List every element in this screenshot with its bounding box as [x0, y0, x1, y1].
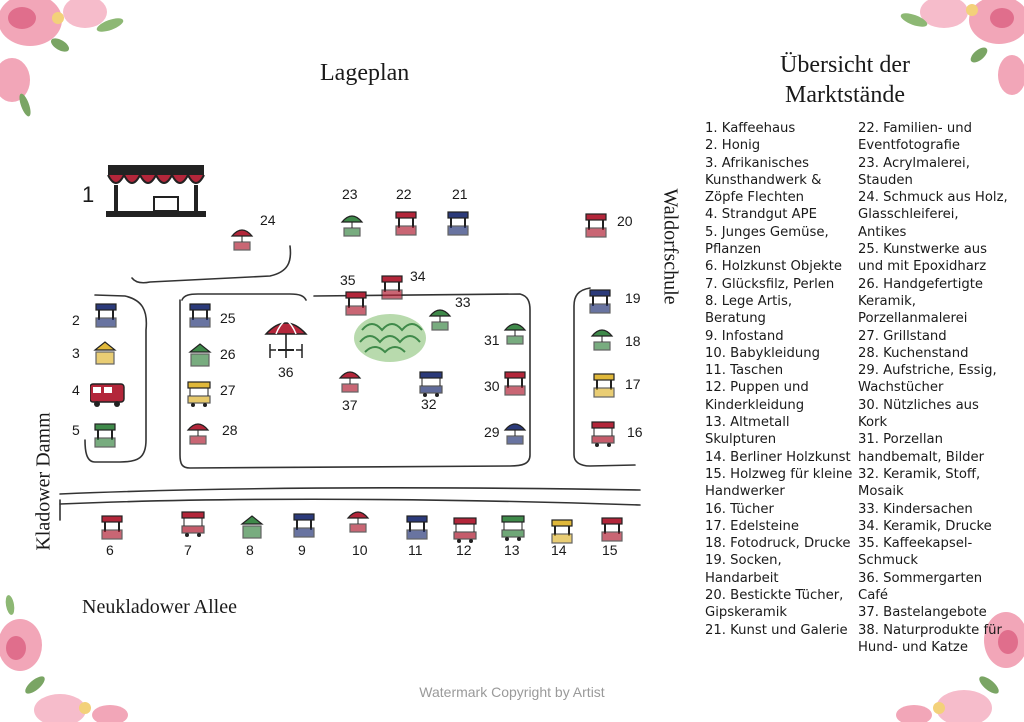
- legend-entry: 18. Fotodruck, Drucke: [705, 536, 851, 552]
- legend-entry: 12. Puppen und Kinderkleidung: [705, 380, 809, 413]
- stall-number-10: 10: [352, 542, 368, 558]
- legend-entry: 6. Holzkunst Objekte: [705, 259, 842, 275]
- legend-entry: 37. Bastelangebote: [858, 605, 987, 621]
- legend-entry: 19. Socken, Handarbeit: [705, 553, 782, 586]
- legend-entry: 25. Kunstwerke aus und mit Epoxidharz: [858, 242, 988, 275]
- legend-entry: 36. Sommergarten Café: [858, 570, 983, 604]
- legend-title-line1: Übersicht der: [780, 52, 910, 78]
- legend-column-1: [705, 120, 855, 639]
- legend-entry: 22. Familien- und Eventfotografie: [858, 121, 972, 154]
- stall-icon-6: [100, 514, 126, 542]
- stall-number-5: 5: [72, 422, 80, 438]
- street-edge-upper: [60, 488, 640, 494]
- stall-number-12: 12: [456, 542, 472, 558]
- legend-entry: 16. Tücher: [705, 501, 774, 517]
- legend-entry: 23. Acrylmalerei, Stauden: [858, 155, 970, 188]
- stall-number-13: 13: [504, 542, 520, 558]
- stall-icon-9: [292, 512, 318, 540]
- legend-entry: 3. Afrikanisches Kunsthandwerk & Zöpfe Flechten: [705, 155, 822, 206]
- legend-entry: 15. Holzweg für kleine Handwerker: [705, 466, 853, 500]
- stall-number-25: 25: [220, 310, 236, 326]
- legend-entry: 35. Kaffeekapsel-Schmuck: [858, 536, 973, 569]
- stall-number-31: 31: [484, 332, 500, 348]
- map-title: Lageplan: [320, 60, 410, 86]
- stall-icon-22: [394, 210, 420, 238]
- stall-number-6: 6: [106, 542, 114, 558]
- stall-number-9: 9: [298, 542, 306, 558]
- stall-icon-37: [338, 368, 364, 396]
- legend-entry: 13. Altmetall Skulpturen: [705, 415, 790, 448]
- stall-number-20: 20: [617, 213, 633, 229]
- stall-number-7: 7: [184, 542, 192, 558]
- street-label-kladower-damm: Kladower Damm: [32, 412, 55, 551]
- stall-number-34: 34: [410, 268, 426, 284]
- legend-entry: 1. Kaffeehaus: [705, 121, 796, 136]
- legend-entry: 24. Schmuck aus Holz, Glasschleiferei, Antikes: [858, 190, 1008, 240]
- stall-icon-10: [346, 508, 372, 536]
- umbrella-table-icon: [266, 320, 306, 358]
- stall-icon-35: [344, 290, 370, 318]
- stall-icon-7: [180, 510, 206, 538]
- stall-number-3: 3: [72, 345, 80, 361]
- stall-icon-19: [588, 288, 614, 316]
- stall-number-17: 17: [625, 376, 641, 392]
- legend-entry: 38. Naturprodukte für Hund- und Katze: [858, 622, 1002, 655]
- legend-entry: 14. Berliner Holzkunst: [705, 449, 851, 465]
- stall-number-16: 16: [627, 424, 643, 440]
- stall-icon-21: [446, 210, 472, 238]
- watermark: Watermark Copyright by Artist: [419, 684, 605, 700]
- stall-icon-15: [600, 516, 626, 544]
- stall-number-23: 23: [342, 186, 358, 202]
- legend-title: [760, 50, 930, 110]
- legend-entry: 29. Aufstriche, Essig, Wachstücher: [858, 363, 997, 396]
- stall-icon-29: [503, 420, 529, 448]
- stall-icon-33: [428, 306, 454, 334]
- legend-entry: 9. Infostand: [705, 328, 784, 344]
- stall-icon-34: [380, 274, 406, 302]
- stall-number-1: 1: [82, 182, 95, 207]
- stall-icon-28: [186, 420, 212, 448]
- stall-icon-12: [452, 516, 478, 544]
- stall-number-27: 27: [220, 382, 236, 398]
- legend-entry: 33. Kindersachen: [858, 501, 973, 517]
- stall-icon-27: [186, 380, 212, 408]
- stall-number-11: 11: [408, 542, 423, 558]
- stall-icon-20: [584, 212, 610, 240]
- stall-number-4: 4: [72, 382, 80, 398]
- stall-icon-32: [418, 370, 444, 398]
- stall-number-8: 8: [246, 542, 254, 558]
- stall-number-15: 15: [602, 542, 618, 558]
- legend-entry: 20. Bestickte Tücher, Gipskeramik: [705, 588, 844, 621]
- stall-number-37: 37: [342, 397, 358, 413]
- legend-entry: 11. Taschen: [705, 363, 784, 379]
- stall-icon-31: [503, 320, 529, 348]
- stall-number-19: 19: [625, 290, 641, 306]
- coffee-house-icon: [106, 165, 206, 217]
- stall-number-22: 22: [396, 186, 412, 202]
- legend-entry: 27. Grillstand: [858, 328, 947, 344]
- stall-icon-2: [94, 302, 120, 330]
- legend-entry: 26. Handgefertigte Keramik, Porzellanmalerei: [858, 276, 984, 327]
- street-edge-lower: [60, 499, 640, 505]
- stall-icon-18: [590, 326, 616, 354]
- legend-entry: 10. Babykleidung: [705, 345, 821, 361]
- stall-number-29: 29: [484, 424, 500, 440]
- legend-entry: 4. Strandgut APE: [705, 207, 817, 223]
- path-upper-left: [132, 246, 290, 283]
- stall-icon-3: [93, 340, 119, 368]
- stall-number-33: 33: [455, 294, 471, 310]
- legend-entry: 28. Kuchenstand: [858, 345, 969, 361]
- stall-icon-5: [93, 422, 119, 450]
- stall-number-24: 24: [260, 212, 276, 228]
- stall-icon-8: [240, 514, 266, 542]
- legend-entry: 17. Edelsteine: [705, 518, 799, 534]
- street-label-neukladower-allee: Neukladower Allee: [82, 596, 237, 618]
- legend-entry: 8. Lege Artis, Beratung: [705, 293, 793, 327]
- stall-icon-25: [188, 302, 214, 330]
- legend-entry: 2. Honig: [705, 138, 761, 154]
- legend-column-2: [858, 120, 1008, 656]
- stall-number-35: 35: [340, 272, 356, 288]
- stall-icon-17: [592, 372, 618, 400]
- stall-icon-11: [405, 514, 431, 542]
- stall-icon-23: [340, 212, 366, 240]
- stall-icon-16: [590, 420, 616, 448]
- label-waldorfschule: Waldorfschule: [659, 188, 682, 305]
- legend-entry: 30. Nützliches aus Kork: [858, 397, 979, 431]
- stall-number-18: 18: [625, 333, 641, 349]
- stall-number-26: 26: [220, 346, 236, 362]
- green-area: [354, 314, 426, 362]
- legend-entry: 31. Porzellan handbemalt, Bilder: [858, 432, 985, 465]
- stall-number-36: 36: [278, 364, 294, 380]
- legend-entry: 5. Junges Gemüse, Pflanzen: [705, 224, 829, 258]
- stall-number-21: 21: [452, 186, 468, 202]
- legend-entry: 32. Keramik, Stoff, Mosaik: [858, 466, 981, 500]
- stall-icon-24: [230, 226, 256, 254]
- stall-number-32: 32: [421, 396, 437, 412]
- legend-entry: 21. Kunst und Galerie: [705, 622, 848, 638]
- stall-icon-13: [500, 514, 526, 542]
- stall-number-28: 28: [222, 422, 238, 438]
- legend-entry: 7. Glücksfilz, Perlen: [705, 276, 835, 292]
- stall-icon-30: [503, 370, 529, 398]
- stall-icon-26: [188, 342, 214, 370]
- stall-number-14: 14: [551, 542, 567, 558]
- legend-title-line2: Marktstände: [785, 82, 905, 108]
- stall-number-2: 2: [72, 312, 80, 328]
- stall-number-30: 30: [484, 378, 500, 394]
- stall-icon-4: [90, 380, 126, 408]
- legend-entry: 34. Keramik, Drucke: [858, 518, 992, 534]
